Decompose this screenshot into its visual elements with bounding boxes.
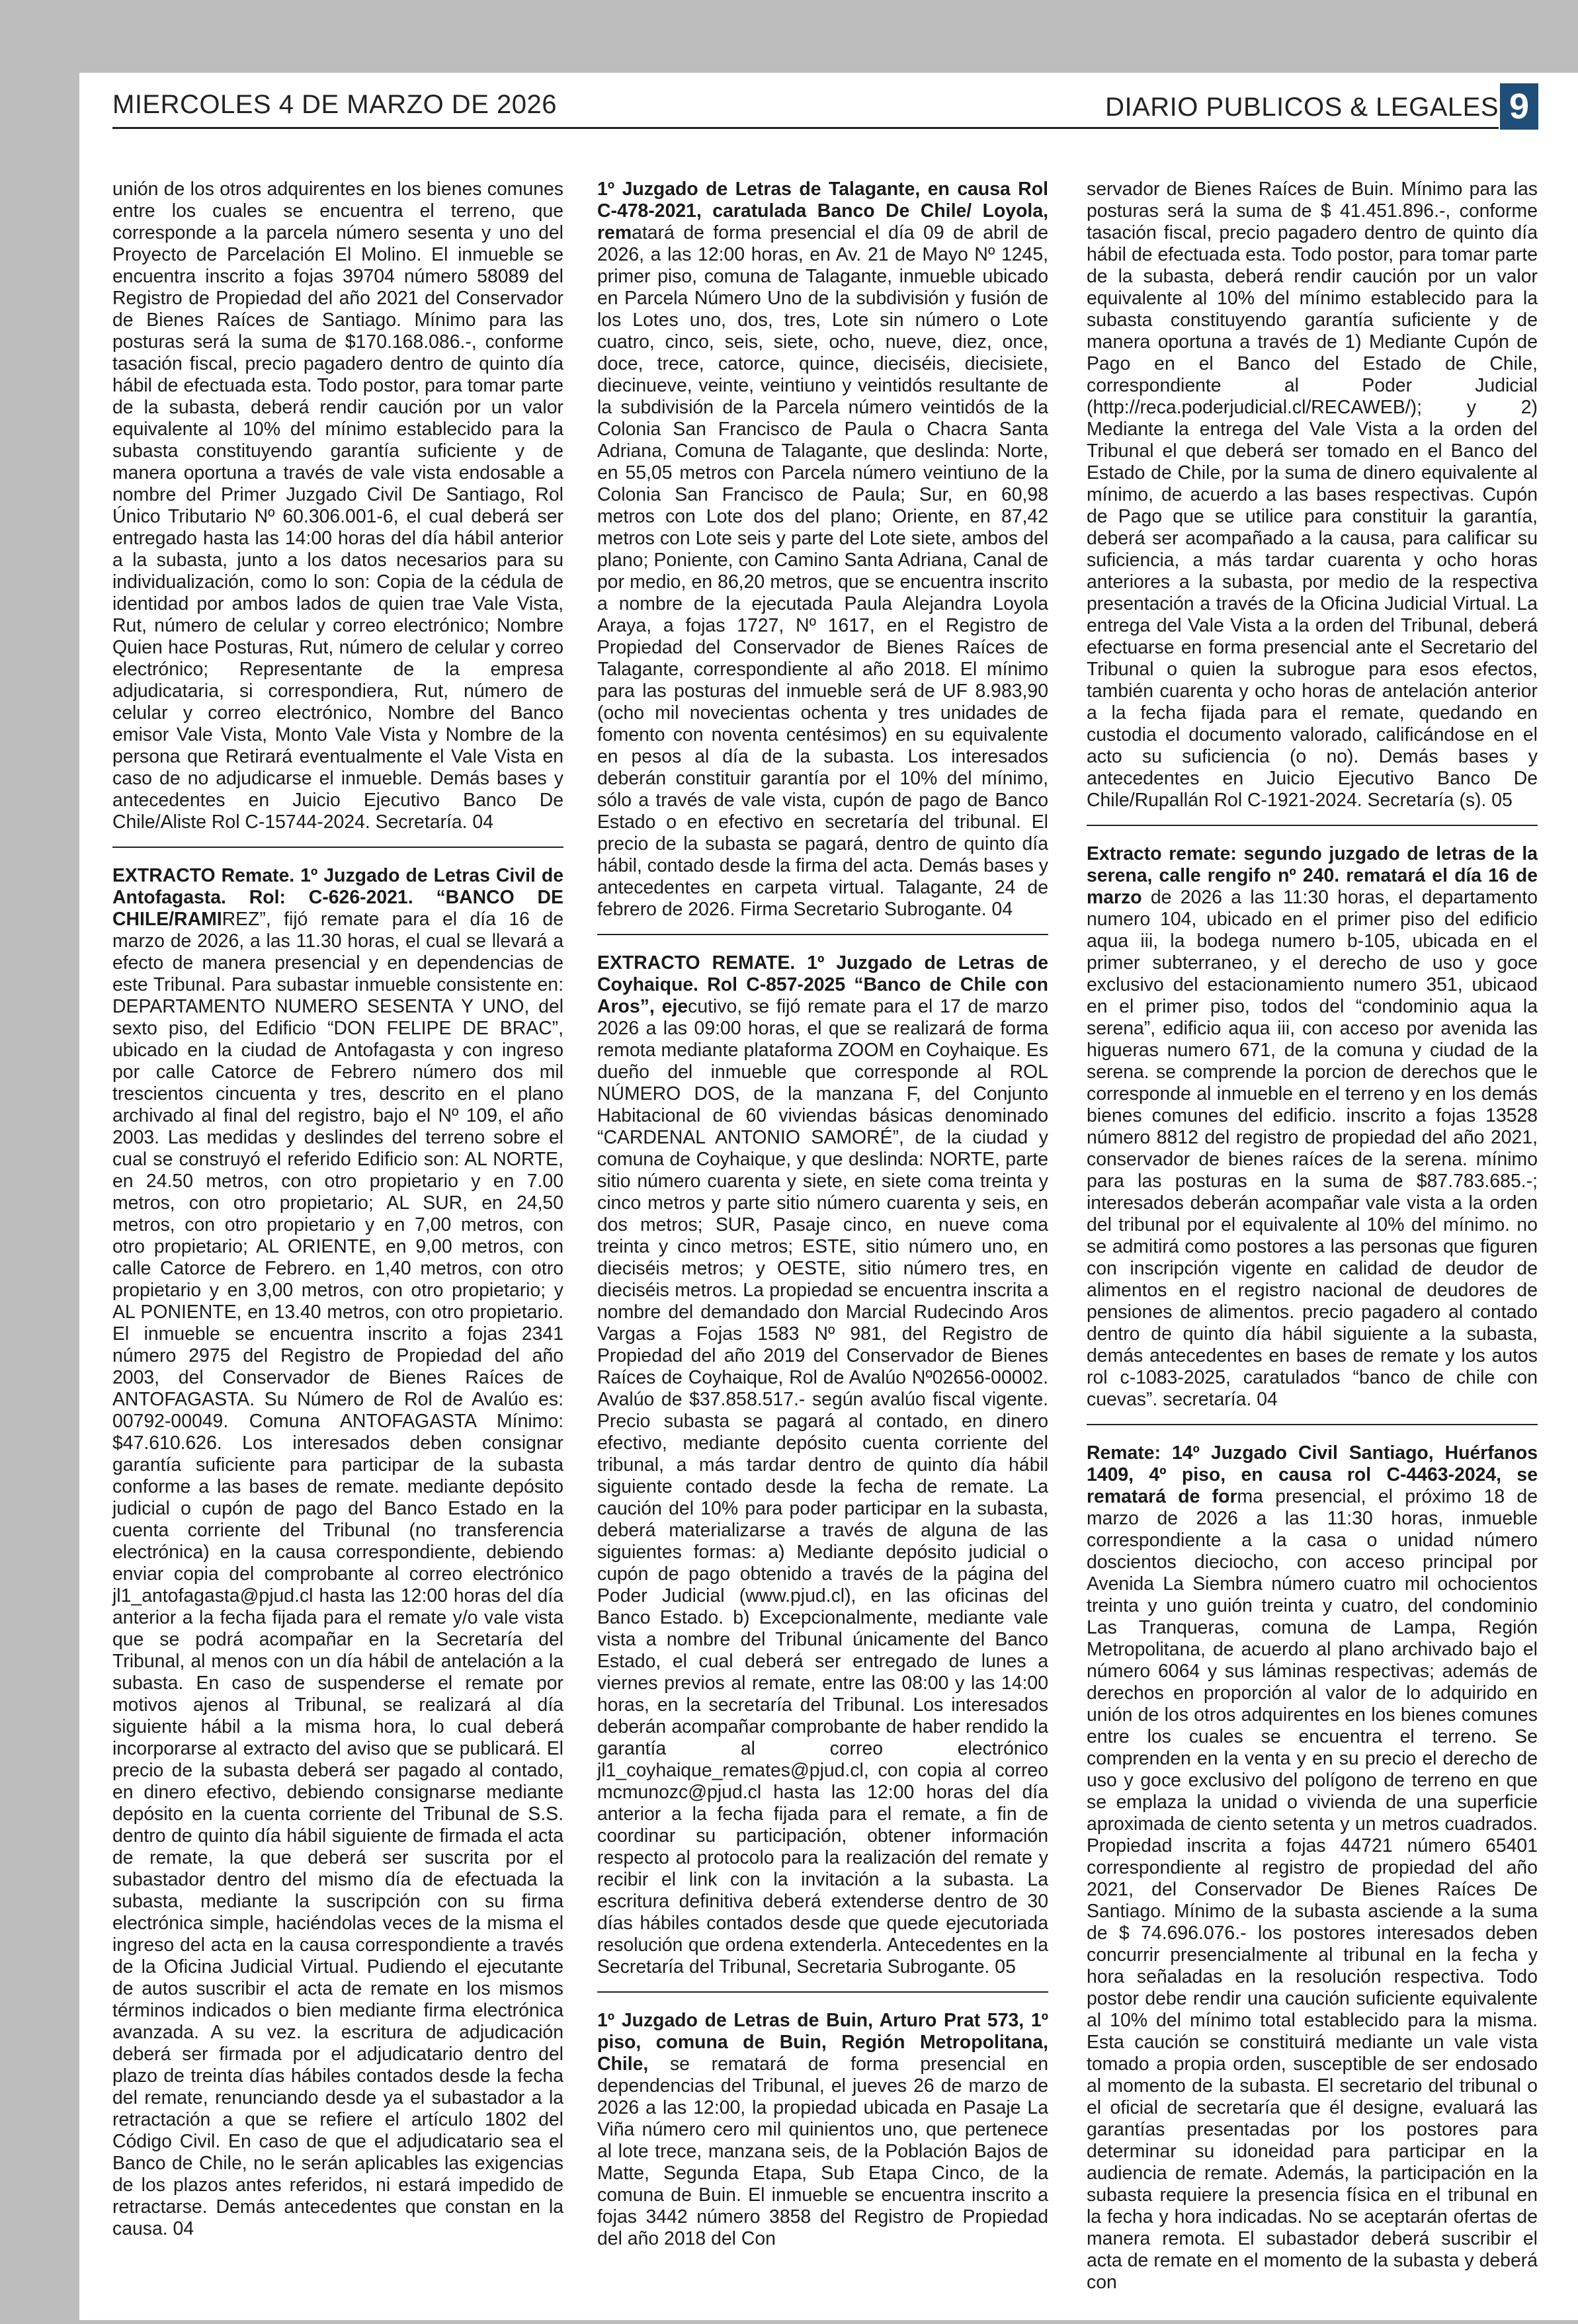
column-2 bbox=[597, 179, 1048, 2280]
legal-notice bbox=[1087, 179, 1538, 826]
notice-body: servador de Bienes Raíces de Buin. Mínimo para las posturas será la suma de $ 41.451.896.-, conforme tasación fiscal, precio pagadero dentro de quinto día hábil de efectuada esta. Todo postor, para tomar parte de la subasta, deberá rendir caución por un valor equivalente al 10% del mínimo establecido para la subasta constituyendo garantía suficiente y de manera oportuna a través de 1) Mediante Cupón de Pago en el Banco del Estado de Chile, correspondiente al Poder Judicial (http://reca.poderjudicial.cl/RECAWEB/); y 2) Mediante la entrega del Vale Vista a la orden del Tribunal el que deberá ser tomado en el Banco del Estado de Chile, por la suma de dinero equivalente al mínimo, de acuerdo a las bases respectivas. Cupón de Pago que se utilice para constituir la garantía, deberá ser acompañado a la causa, para calificar su suficiencia, a más tardar cuarenta y ocho horas anteriores a la subasta, por medio de la respectiva presentación a través de la Oficina Judicial Virtual. La entrega del Vale Vista a la orden del Tribunal, deberá efectuarse en forma presencial ante el Secretario del Tribunal o quien la subrogue para esos efectos, también cuarenta y ocho horas de antelación anterior a la fecha fijada para el remate, quedando en custodia el documento valorado, calificándose en el acto su suficiencia (o no). Demás bases y antecedentes en Juicio Ejecutivo Banco De Chile/Rupallán Rol C-1921-2024. Secretaría (s). 05 bbox=[1087, 179, 1538, 811]
notice-text bbox=[112, 179, 563, 833]
notice-heading: 1º Juzgado de Letras de Talagante, en causa Rol C-478-2021, caratulada Banco De Chile/ Loyola, rem bbox=[597, 179, 1048, 243]
column-3 bbox=[1087, 179, 1538, 2324]
legal-notice bbox=[1087, 1442, 1538, 2307]
notice-text bbox=[1087, 843, 1538, 1411]
notice-body: cutivo, se fijó remate para el 17 de marzo 2026 a las 09:00 horas, el que se realizará de forma remota mediante plataforma ZOOM en Coyhaique. Es dueño del inmueble que corresponde al ROL NÚMERO DOS, de la manzana F, del Conjunto Habitacional de 60 viviendas básicas denominado “CARDENAL ANTONIO SAMORÉ”, de la ciudad y comuna de Coyhaique, y que deslinda: NORTE, parte sitio número cuarenta y siete, en siete coma treinta y cinco metros y parte sitio número cuarenta y seis, en dos metros; SUR, Pasaje cinco, en nueve coma treinta y cinco metros; ESTE, sitio número uno, en dieciséis metros; y OESTE, sitio número tres, en dieciséis metros. La propiedad se encuentra inscrita a nombre del demandado don Marcial Rudecindo Aros Vargas a Fojas 1583 Nº 981, del Registro de Propiedad del año 2019 del Conservador de Bienes Raíces de Coyhaique, Rol de Avalúo Nº02656-00002. Avalúo de $37.858.517.- según avalúo fiscal vigente. Precio subasta se pagará al contado, en dinero efectivo, mediante depósito cuenta corriente del tribunal, a más tardar dentro de quinto día hábil siguiente contado desde la fecha de remate. La caución del 10% para poder participar en la subasta, deberá materializarse a través de alguna de las siguientes formas: a) Mediante depósito judicial o cupón de pago obtenido a través de la página del Poder Judicial (www.pjud.cl), en las oficinas del Banco Estado. b) Excepcionalmente, mediante vale vista a nombre del Tribunal únicamente del Banco Estado, el cual deberá ser entregado de lunes a viernes previos al remate, entre las 08:00 y las 14:00 horas, en la secretaría del Tribunal. Los interesados deberán acompañar comprobante de haber rendido la garantía al correo electrónico jl1_coyhaique_remates@pjud.cl, con copia al correo mcmunozc@pjud.cl hasta las 12:00 horas del día anterior a la fecha fijada para el remate, a fin de coordinar su participación, obtener información respecto al protocolo para la realización del remate y recibir el link con la invitación a la subasta. La escritura definitiva deberá extenderse dentro de 30 días hábiles contados desde que quede ejecutoriada resolución que ordena extenderla. Antecedentes en la Secretaría del Tribunal, Secretaria Subrogante. 05 bbox=[597, 996, 1049, 1977]
notice-text bbox=[1087, 1442, 1538, 2294]
legal-notice bbox=[597, 2010, 1048, 2263]
page-header bbox=[112, 90, 1499, 129]
notice-body: se rematará de forma presencial en dependencias del Tribunal, el jueves 26 de marzo de 2026 a las 12:00, la propiedad ubicada en Pasaje La Viña número cero mil quinientos uno, que pertenece al lote trece, manzana seis, de la Población Bajos de Matte, Segunda Etapa, Sub Etapa Cinco, de la comuna de Buin. El inmueble se encuentra inscrito a fojas 3442 número 3858 del Registro de Propiedad del año 2018 del Con bbox=[597, 2054, 1048, 2249]
notice-body: atará de forma presencial el día 09 de abril de 2026, a las 12:00 horas, en Av. 21 de Mayo Nº 1245, primer piso, comuna de Talagante, inmueble ubicado en Parcela Número Uno de la subdivisión y fusión de los Lotes uno, dos, tres, Lote sin número o Lote cuatro, cinco, seis, siete, ocho, nueve, diez, once, doce, trece, catorce, quince, dieciséis, diecisiete, diecinueve, veinte, veintiuno y veintidós resultante de la subdivisión de la Parcela número veintidós de la Colonia San Francisco de Paula o Chacra Santa Adriana, Comuna de Talagante, que deslinda: Norte, en 55,05 metros con Parcela número veintiuno de la Colonia San Francisco de Paula; Sur, en 60,98 metros con Lote dos del plano; Oriente, en 87,42 metros con Lote seis y parte del Lote siete, ambos del plano; Poniente, con Camino Santa Adriana, Canal de por medio, en 86,20 metros, que se encuentra inscrito a nombre de la ejecutada Paula Alejandra Loyola Araya, a fojas 1727, Nº 1617, en el Registro de Propiedad del Conservador de Bienes Raíces de Talagante, correspondiente al año 2018. El mínimo para las posturas del inmueble será de UF 8.983,90 (ocho mil novecientas ochenta y tres unidades de fomento con noventa centésimos) en su equivalente en pesos al día de la subasta. Los interesados deberán constituir garantía por el 10% del mínimo, sólo a través de vale vista, cupón de pago de Banco Estado o en efectivo en secretaría del tribunal. El precio de la subasta se pagará, dentro de quinto día hábil, contado desde la firma del acta. Demás bases y antecedentes en carpeta virtual. Talagante, 24 de febrero de 2026. Firma Secretario Subrogante. 04 bbox=[597, 222, 1048, 920]
notice-text bbox=[112, 865, 563, 2240]
notice-text bbox=[597, 952, 1048, 1978]
column-1 bbox=[112, 179, 563, 2270]
notice-body: unión de los otros adquirentes en los bienes comunes entre los cuales se encuentra el terreno, que corresponde a la parcela número sesenta y uno del Proyecto de Parcelación El Molino. El inmueble se encuentra inscrito a fojas 39704 número 58089 del Registro de Propiedad del año 2021 del Conservador de Bienes Raíces de Santiago. Mínimo para las posturas será la suma de $170.168.086.-, conforme tasación fiscal, precio pagadero dentro de quinto día hábil de efectuada esta. Todo postor, para tomar parte de la subasta, deberá rendir caución por un valor equivalente al 10% del mínimo establecido para la subasta constituyendo garantía suficiente y de manera oportuna a través de vale vista endosable a nombre del Primer Juzgado Civil De Santiago, Rol Único Tributario Nº 60.306.001-6, el cual deberá ser entregado hasta las 14:00 horas del día hábil anterior a la subasta, junto a los datos necesarios para su individualización, como lo son: Copia de la cédula de identidad por ambos lados de quien trae Vale Vista, Rut, número de celular y correo electrónico; Nombre Quien hace Posturas, Rut, número de celular y correo electrónico; Representante de la empresa adjudicataria, si correspondiera, Rut, número de celular y correo electrónico, Nombre del Banco emisor Vale Vista, Monto Vale Vista y Nombre de la persona que Retirará eventualmente el Vale Vista en caso de no adjudicarse el inmueble. Demás bases y antecedentes en Juicio Ejecutivo Banco De Chile/Aliste Rol C-15744-2024. Secretaría. 04 bbox=[112, 179, 563, 833]
notice-text bbox=[1087, 179, 1538, 811]
notice-heading: 1º Juzgado de Letras de Buin, Arturo Prat 573, 1º piso, comuna de Buin, Región Metropolitana, Chile, bbox=[597, 2010, 1048, 2075]
notice-heading: Remate: 14º Juzgado Civil Santiago, Huérfanos 1409, 4º piso, en causa rol C-4463-2024, se rematará de for bbox=[1087, 1442, 1538, 1507]
notice-text bbox=[597, 2010, 1048, 2250]
legal-notice bbox=[112, 865, 563, 2253]
legal-notice bbox=[597, 179, 1048, 935]
header-date: MIERCOLES 4 DE MARZO DE 2026 bbox=[112, 90, 557, 119]
notice-body: REZ”, fijó remate para el día 16 de marzo de 2026, a las 11.30 horas, el cual se llevará a efecto de manera presencial y en dependencias de este Tribunal. Para subastar inmueble consistente en: DEPARTAMENTO NUMERO SESENTA Y UNO, del sexto piso, del Edificio “DON FELIPE DE BRAC”, ubicado en la ciudad de Antofagasta y con ingreso por calle Catorce de Febrero número dos mil trescientos cincuenta y tres, descrito en el plano archivado al final del registro, bajo el Nº 109, el año 2003. Las medidas y deslindes del terreno sobre el cual se construyó el referido Edificio son: AL NORTE, en 24.50 metros, con otro propietario y en 7.00 metros, con otro propietario; AL SUR, en 24,50 metros, con otro propietario y en 7,00 metros, con otro propietario; AL ORIENTE, en 9,00 metros, con calle Catorce de Febrero. en 1,40 metros, con otro propietario y en 3,00 metros, con otro propietario; y AL PONIENTE, en 13.40 metros, con otro propietario. El inmueble se encuentra inscrito a fojas 2341 número 2975 del Registro de Propiedad del año 2003, del Conservador de Bienes Raíces de ANTOFAGASTA. Su Número de Rol de Avalúo es: 00792-00049. Comuna ANTOFAGASTA Mínimo: $47.610.626. Los interesados deben consignar garantía suficiente para participar de la subasta conforme a las bases de remate. mediante depósito judicial o cupón de pago del Banco Estado en la cuenta corriente del Tribunal (no transferencia electrónica) en la causa correspondiente, debiendo enviar copia del comprobante al correo electrónico jl1_antofagasta@pjud.cl hasta las 12:00 horas del día anterior a la fecha fijada para el remate y/o vale vista que se podrá acompañar en la Secretaría del Tribunal, al menos con un día hábil de antelación a la subasta. En caso de suspenderse el remate por motivos ajenos al Tribunal, se realizará al día siguiente hábil a la misma hora, lo cual deberá incorporarse al extracto del aviso que se publicará. El precio de la subasta deberá ser pagado al contado, en dinero efectivo, debiendo consignarse mediante depósito en la cuenta corriente del Tribunal de S.S. dentro de quinto día hábil siguiente de firmada el acta de remate, la que deberá ser suscrita por el subastador dentro del mismo día de efectuada la subasta, mediante la suscripción con su firma electrónica simple, haciéndolas veces de la misma el ingreso del acta en la causa correspondiente a través de la Oficina Judicial Virtual. Pudiendo el ejecutante de autos suscribir el acta de remate en los mismos términos indicados o bien mediante firma electrónica avanzada. A su vez. la escritura de adjudicación deberá ser firmada por el adjudicatario dentro del plazo de treinta días hábiles contados desde la fecha del remate, renunciando desde ya el subastador a la retractación a que se refiere el artículo 1802 del Código Civil. En caso de que el adjudicatario sea el Banco de Chile, no le serán aplicables las exigencias de los plazos antes referidos, ni estará impedido de retractarse. Demás antecedentes que constan en la causa. 04 bbox=[112, 909, 563, 2239]
notice-body: ma presencial, el próximo 18 de marzo de 2026 a las 11:30 horas, inmueble correspondiente a la casa o unidad número doscientos dieciocho, con acceso principal por Avenida La Siembra número cuatro mil ochocientos treinta y uno guión treinta y cuatro, del condominio Las Tranqueras, comuna de Lampa, Región Metropolitana, de acuerdo al plano archivado bajo el número 6064 y sus láminas respectivas; además de derechos en proporción al valor de lo adquirido en unión de los otros adquirentes en los bienes comunes entre los cuales se encuentra el terreno. Se comprenden en la venta y en su precio el derecho de uso y goce exclusivo del polígono de terreno en que se emplaza la unidad o vivienda de una superficie aproximada de ciento setenta y un metros cuadrados. Propiedad inscrita a fojas 44721 número 65401 correspondiente al registro de propiedad del año 2021, del Conservador De Bienes Raíces De Santiago. Mínimo de la subasta asciende a la suma de $ 74.696.076.- los postores interesados deben concurrir presencialmente al tribunal en la fecha y hora señaladas en la resolución respectiva. Todo postor debe rendir una caución suficiente equivalente al 10% del mínimo total establecido para la misma. Esta caución se constituirá mediante un vale vista tomado a propia orden, susceptible de ser endosado al momento de la subasta. El secretario del tribunal o el oficial de secretaría que él designe, evaluará las garantías presentadas por los postores para determinar su idoneidad para participar en la audiencia de remate. Además, la participación en la subasta requiere la presencia física en el tribunal en la fecha y hora indicadas. No se aceptarán ofertas de manera remota. El subastador deberá suscribir el acta de remate en el momento de la subasta y deberá con bbox=[1087, 1486, 1538, 2293]
legal-notice bbox=[112, 179, 563, 848]
notice-body: de 2026 a las 11:30 horas, el departamento numero 104, ubicado en el primer piso del edificio aqua iii, la bodega numero b-105, ubicada en el primer subterraneo, y el derecho de uso y goce exclusivo del estacionamiento numero 351, ubicaod en el primer piso, todos del “condominio aqua la serena”, edificio aqua iii, con acceso por avenida las higueras numero 671, de la comuna y ciudad de la serena. se comprende la porcion de derechos que le corresponde al inmueble en el terreno y en los demás bienes comunes del edificio. inscrito a fojas 13528 número 8812 del registro de propiedad del año 2021, conservador de bienes raíces de la serena. mínimo para las posturas en la suma de $87.783.685.-; interesados deberán acompañar vale vista a la orden del tribunal por el equivalente al 10% del mínimo. no se admitirá como postores a las personas que figuren con inscripción vigente en calidad de deudor de alimentos en el registro nacional de deudores de pensiones de alimentos. precio pagadero al contado dentro de quinto día hábil siguiente a la subasta, demás antecedentes en bases de remate y los autos rol c-1083-2025, caratulados “banco de chile con cuevas”. secretaría. 04 bbox=[1087, 887, 1538, 1410]
notice-heading: Extracto remate: segundo juzgado de letras de la serena, calle rengifo nº 240. rematará el día 16 de marzo bbox=[1087, 843, 1538, 908]
notice-text bbox=[597, 179, 1048, 921]
notice-heading: EXTRACTO Remate. 1º Juzgado de Letras Civil de Antofagasta. Rol: C-626-2021. “BANCO DE CHILE/RAMI bbox=[112, 865, 563, 930]
legal-notice bbox=[1087, 843, 1538, 1425]
header-publication-name: DIARIO PUBLICOS & LEGALES bbox=[1105, 93, 1499, 122]
legal-notice bbox=[597, 952, 1048, 1993]
page-number-badge: 9 bbox=[1500, 83, 1538, 130]
notice-heading: EXTRACTO REMATE. 1º Juzgado de Letras de Coyhaique. Rol C-857-2025 “Banco de Chile con Aros”, eje bbox=[597, 952, 1048, 1017]
